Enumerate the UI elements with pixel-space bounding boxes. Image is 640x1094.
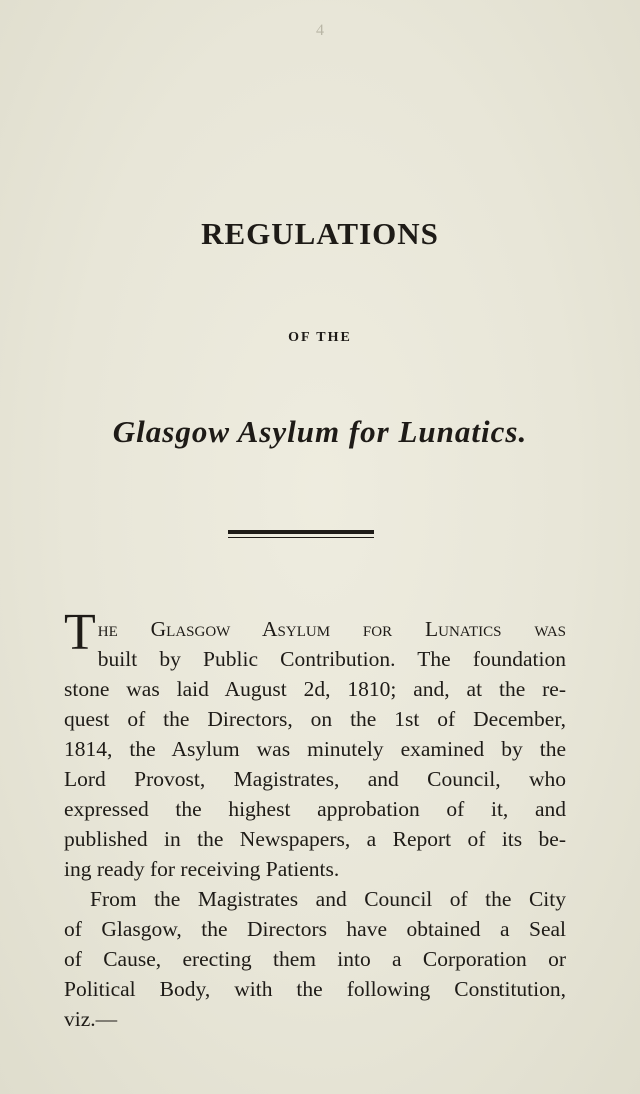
first-line-small-caps: he Glasgow Asylum for Lunatics was bbox=[97, 617, 566, 641]
page-title: REGULATIONS bbox=[201, 216, 439, 251]
body-text bbox=[64, 604, 566, 1034]
text-line: ing ready for receiving Patients. bbox=[64, 857, 340, 881]
page-number: 4 bbox=[316, 22, 324, 39]
of-the-label: OF THE bbox=[288, 330, 352, 345]
text-line: built by Public Contribution. The foundation bbox=[97, 647, 566, 671]
text-line: expressed the highest approbation of it, and bbox=[64, 797, 566, 821]
text-line: Political Body, with the following Constitution, bbox=[64, 977, 566, 1001]
page-subtitle: Glasgow Asylum for Lunatics. bbox=[112, 414, 528, 449]
rule-thin-line bbox=[228, 537, 374, 538]
text-line: quest of the Directors, on the 1st of December, bbox=[64, 707, 566, 731]
text-line: of Glasgow, the Directors have obtained a Seal bbox=[64, 917, 566, 941]
text-line: stone was laid August 2d, 1810; and, at the re- bbox=[64, 677, 566, 701]
paragraph-1 bbox=[64, 604, 566, 884]
rule-thick-line bbox=[228, 530, 374, 534]
decorative-rule bbox=[228, 530, 374, 538]
text-line: From the Magistrates and Council of the City bbox=[90, 887, 566, 911]
text-line: 1814, the Asylum was minutely examined by the bbox=[64, 737, 566, 761]
text-line: published in the Newspapers, a Report of its be- bbox=[64, 827, 566, 851]
paragraph-2 bbox=[64, 884, 566, 1034]
text-line: viz.— bbox=[64, 1007, 118, 1031]
text-line: Lord Provost, Magistrates, and Council, who bbox=[64, 767, 566, 791]
text-line: of Cause, erecting them into a Corporation or bbox=[64, 947, 566, 971]
drop-cap: T bbox=[64, 604, 96, 661]
